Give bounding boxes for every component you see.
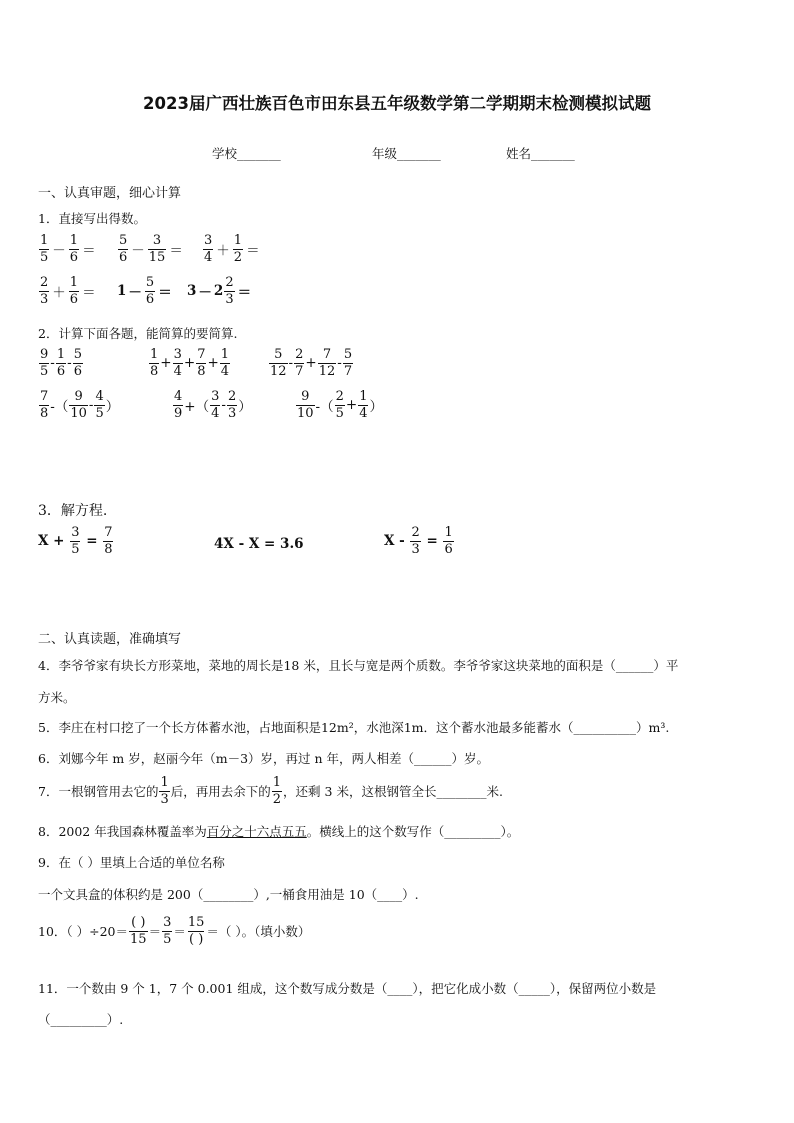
school-field[interactable] xyxy=(212,144,281,162)
q2-expr: $\frac{9}{5}$ - $\frac{1}{6}$ - $\frac{5}{6}$ xyxy=(40,347,82,379)
q2-label: 2．计算下面各题，能简算的要简算. xyxy=(38,326,238,341)
q3-equation: X - $\frac{2}{3}$ = $\frac{1}{6}$ xyxy=(384,525,453,557)
name-field[interactable] xyxy=(506,144,575,162)
q7-text: 7．一根钢管用去它的 $\frac{1}{3}$ 后，再用去余下的 $\frac{1}{2}$ ，还剩 3 米，这根钢管全长________米. xyxy=(38,775,503,807)
q1-item: $\frac{2}{3}$ ＋ $\frac{1}{6}$ ＝ xyxy=(40,275,96,307)
name-blank: _______ xyxy=(531,146,575,161)
page-title: 2023届广西壮族百色市田东县五年级数学第二学期期末检测模拟试题 xyxy=(143,94,651,113)
grade-label: 年级 xyxy=(372,146,398,161)
q1-item: $\frac{1}{5}$ － $\frac{1}{6}$ ＝ xyxy=(40,233,96,265)
q1-item: $\frac{3}{4}$ ＋ $\frac{1}{2}$ ＝ xyxy=(204,233,260,265)
grade-field[interactable] xyxy=(372,144,441,162)
q11-text: 11．一个数由 9 个 1，7 个 0.001 组成，这个数写成分数是（____），把它化成小数（_____），保留两位小数是 xyxy=(38,981,657,996)
q1-item: 1 － $\frac{5}{6}$ ＝ xyxy=(117,275,172,307)
q2-expr: $\frac{7}{8}$ -（ $\frac{9}{10}$ - $\frac{4}{5}$ ） xyxy=(40,389,120,421)
q1-item: $\frac{5}{6}$ － $\frac{3}{15}$ ＝ xyxy=(119,233,183,265)
q3-equation: 4X - X = 3.6 xyxy=(214,536,304,552)
name-label: 姓名 xyxy=(506,146,532,161)
fraction: $\frac{1}{6}$ xyxy=(69,233,79,265)
section-2-heading: 二、认真读题，准确填写 xyxy=(38,632,182,647)
q2-expr: $\frac{5}{12}$ - $\frac{2}{7}$ + $\frac{7}{12}$ - $\frac{5}{7}$ xyxy=(270,347,353,379)
q1-label: 1．直接写出得数。 xyxy=(38,211,146,226)
q11-text-cont: （_________）. xyxy=(38,1012,124,1027)
q2-expr: $\frac{4}{9}$ +（ $\frac{3}{4}$ - $\frac{2}{3}$ ） xyxy=(174,389,252,421)
q10-text: 10．（ ）÷20＝ $\frac{( )}{15}$ ＝ $\frac{3}{5}$ ＝ $\frac{15}{( )}$ ＝（ ）。（填小数） xyxy=(38,915,311,947)
q3-equation: X + $\frac{3}{5}$ = $\frac{7}{8}$ xyxy=(38,525,113,557)
section-1-heading: 一、认真审题，细心计算 xyxy=(38,186,182,201)
q8-text: 8．2002 年我国森林覆盖率为百分之十六点五五。横线上的这个数写作（_________）。 xyxy=(38,824,520,839)
q4-text: 4．李爷爷家有块长方形菜地，菜地的周长是18 米，且长与宽是两个质数。李爷爷家这块菜地的面积是（______）平 xyxy=(38,658,679,673)
q2-expr: $\frac{9}{10}$ -（ $\frac{2}{5}$ + $\frac{1}{4}$ ） xyxy=(297,389,383,421)
q5-text: 5．李庄在村口挖了一个长方体蓄水池，占地面积是12m²，水池深1m．这个蓄水池最多能蓄水（__________）m³. xyxy=(38,720,670,735)
q6-text: 6．刘娜今年 m 岁，赵丽今年（m－3）岁，再过 n 年，两人相差（______）岁。 xyxy=(38,751,490,766)
q2-expr: $\frac{1}{8}$ + $\frac{3}{4}$ + $\frac{7}{8}$ + $\frac{1}{4}$ xyxy=(150,347,230,379)
school-label: 学校 xyxy=(212,146,238,161)
q9-text: 9．在（ ）里填上合适的单位名称 xyxy=(38,855,225,870)
school-blank: _______ xyxy=(237,146,281,161)
q1-item: 3 － 2 $\frac{2}{3}$ ＝ xyxy=(187,275,252,307)
fraction: $\frac{1}{5}$ xyxy=(40,233,49,265)
q9-subtext: 一个文具盒的体积约是 200（________）,一桶食用油是 10（____）. xyxy=(38,887,419,902)
q4-text-cont: 方米。 xyxy=(38,690,76,705)
q3-label: 3．解方程. xyxy=(38,503,108,519)
grade-blank: _______ xyxy=(397,146,441,161)
